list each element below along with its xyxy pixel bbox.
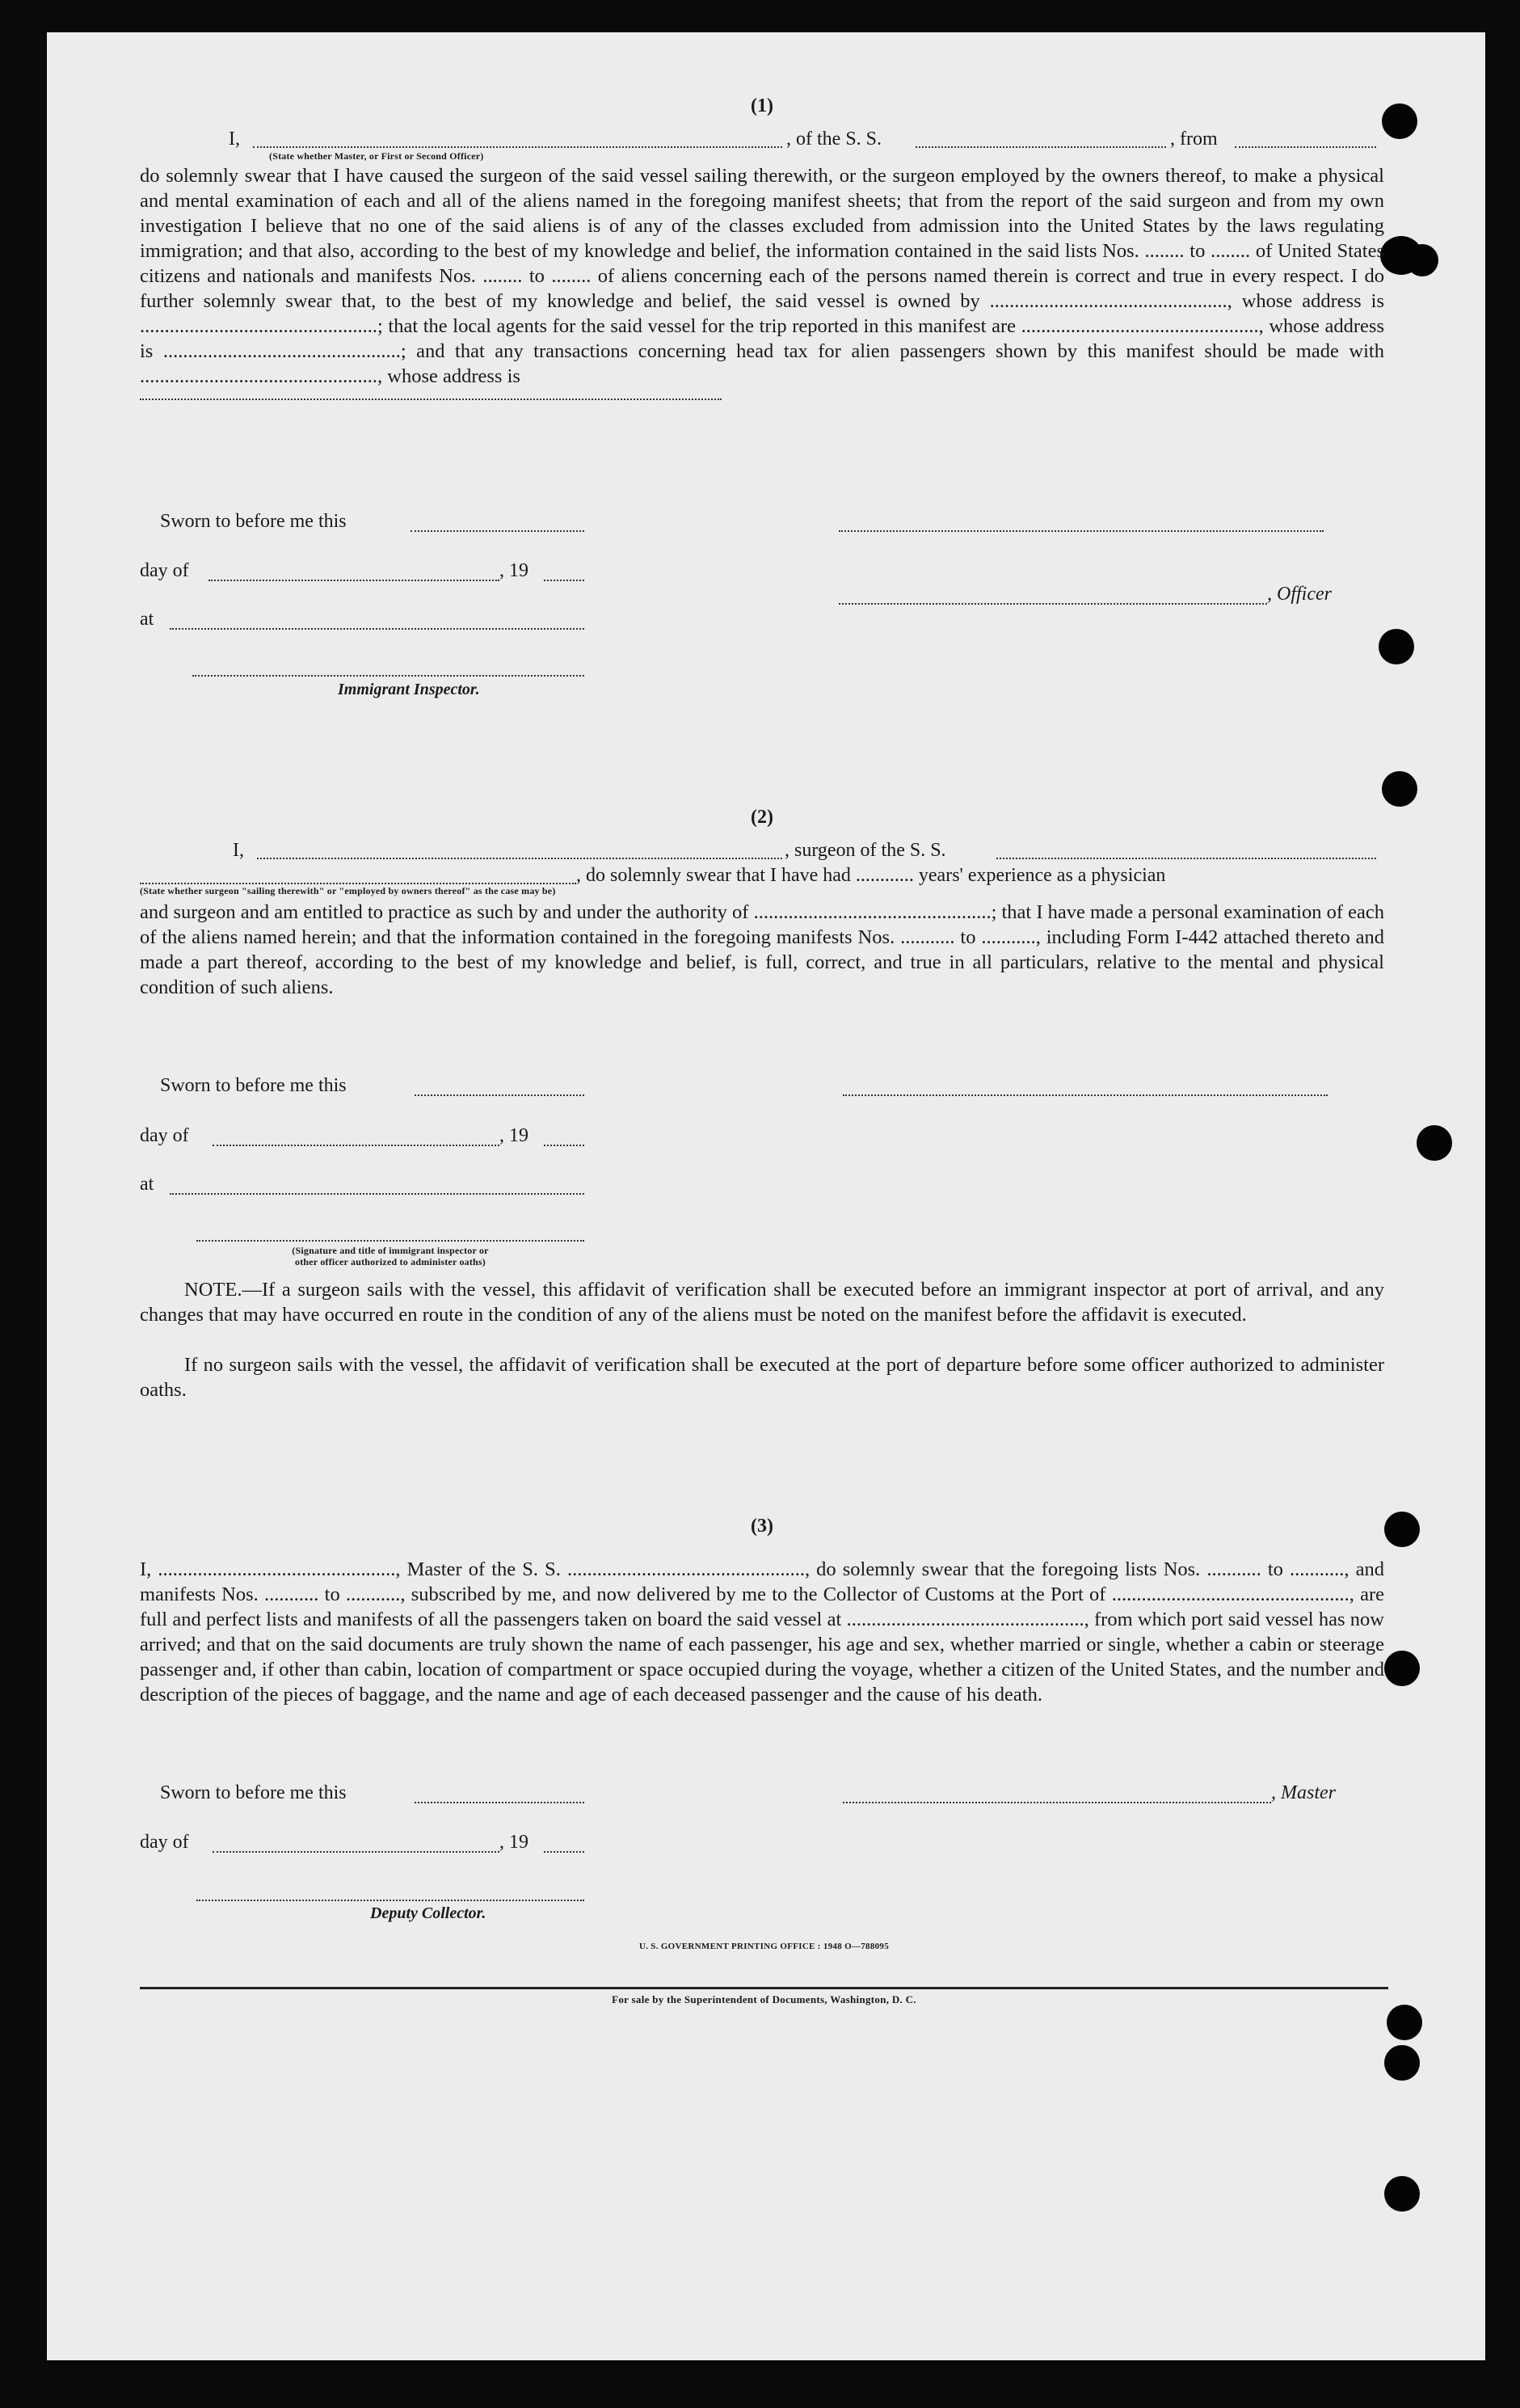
punch-hole (1384, 2176, 1420, 2212)
section-1-i: I, (229, 129, 240, 150)
section-3-day-field[interactable] (213, 1851, 499, 1853)
section-1-at-field[interactable] (170, 628, 584, 630)
section-2-years-line: , do solemnly swear that I have had ............ years' experience as a physician (576, 865, 1166, 886)
sale-notice: For sale by the Superintendent of Documents, Washington, D. C. (612, 1993, 916, 2005)
immigrant-inspector-label: Immigrant Inspector. (338, 681, 480, 698)
section-3-sworn: Sworn to before me this (160, 1782, 347, 1803)
master-label: , Master (1271, 1782, 1336, 1803)
section-1-of-ss: , of the S. S. (786, 129, 882, 150)
section-1-at: at (140, 609, 154, 630)
section-2-inspector-signature-field[interactable] (196, 1240, 584, 1242)
section-3-number: (3) (751, 1516, 773, 1537)
punch-hole (1417, 1125, 1452, 1161)
surgeon-type-caption: (State whether surgeon "sailing therewith" or "employed by owners thereof" as the case may be) (140, 885, 556, 896)
punch-hole (1384, 1651, 1420, 1686)
officer-rank-field[interactable] (253, 146, 782, 148)
punch-hole (1406, 244, 1438, 276)
section-2-at: at (140, 1174, 154, 1195)
section-2-surgeon-of: , surgeon of the S. S. (785, 840, 946, 861)
section-3 (140, 1516, 1384, 1707)
section-2 (140, 807, 1384, 1000)
section-2-signature-caption-1: (Signature and title of immigrant inspector or (292, 1245, 489, 1256)
surgeon-name-field[interactable] (257, 858, 782, 859)
section-2-day-field[interactable] (213, 1145, 499, 1146)
manifest-back-page (47, 32, 1485, 2360)
section-1-oath-text: do solemnly swear that I have caused the surgeon of the said vessel sailing therewith, or the surgeon employed by the owners thereof, to make a physical and mental examination of each and all of the aliens named in the foregoing manifest sheets; that from the report of the said surgeon and from my own investigation I believe that no one of the said aliens is of any of the classes excluded from admission into the United States by the laws regulating immigration; and that also, according to the best of my knowledge and belief, the information contained in the said lists Nos. ........ to ........ of United States citizens and nationals and manifests Nos. ........ to ........ of aliens concerning each of the persons named therein is correct and true in every respect. I do further solemnly swear that, to the best of my knowledge and belief, the said vessel is owned by ................................................, whose address is ................................................; that the local agents for the said vessel for the trip reported in this manifest are ................................................, whose address is ................................................; and that any transactions concerning head tax for alien passengers shown by this manifest should be made with ................................................, whose address is (140, 165, 1384, 387)
officer-label: , Officer (1267, 584, 1332, 605)
section-2-note-no-surgeon: If no surgeon sails with the vessel, the affidavit of verification shall be executed at the port of departure before some officer authorized to administer oaths. (140, 1354, 1384, 1401)
officer-rank-caption: (State whether Master, or First or Second Officer) (269, 150, 484, 162)
section-2-sworn-date-field[interactable] (415, 1094, 584, 1096)
vessel-name-field[interactable] (916, 146, 1166, 148)
deputy-collector-label: Deputy Collector. (370, 1904, 486, 1922)
section-1-day-of: day of (140, 560, 189, 581)
master-signature-field[interactable] (843, 1802, 1271, 1803)
section-1-sworn-date-field[interactable] (411, 530, 584, 532)
section-1-number: (1) (751, 95, 773, 116)
section-1-day-field[interactable] (208, 580, 499, 581)
section-1 (140, 95, 1384, 400)
printing-office-imprint: U. S. GOVERNMENT PRINTING OFFICE : 1948 O—788095 (638, 1942, 890, 1951)
section-2-number: (2) (751, 807, 773, 828)
section-2-day-of: day of (140, 1125, 189, 1146)
immigrant-inspector-signature-field[interactable] (192, 675, 584, 677)
footer-rule (140, 1987, 1388, 1989)
section-1-from: , from (1170, 129, 1218, 150)
section-2-year-field[interactable] (544, 1145, 584, 1146)
section-1-year: , 19 (499, 560, 528, 581)
section-1-first-line (140, 129, 1384, 154)
surgeon-type-field[interactable] (140, 883, 576, 884)
deputy-collector-signature-field[interactable] (196, 1900, 584, 1901)
punch-hole (1384, 1512, 1420, 1547)
section-2-oath-text: and surgeon and am entitled to practice as such by and under the authority of ................................................; that I have made a personal examination of each of the aliens named herein; and that the information contained in the foregoing manifests Nos. ........... to ..........., including Form I-442 attached thereto and made a part thereof, according to the best of my knowledge and belief, is full, correct, and true in all particulars, relative to the mental and physical condition of such aliens. (140, 901, 1384, 998)
section-1-sworn: Sworn to before me this (160, 511, 347, 532)
punch-hole (1379, 629, 1414, 664)
surgeon-signature-field[interactable] (843, 1094, 1328, 1096)
punch-hole (1382, 771, 1417, 807)
officer-title-field[interactable] (839, 603, 1267, 605)
punch-hole (1384, 2045, 1420, 2081)
section-3-sworn-date-field[interactable] (415, 1802, 584, 1803)
section-2-i: I, (233, 840, 244, 861)
punch-hole (1387, 2005, 1422, 2040)
officer-signature-field[interactable] (839, 530, 1324, 532)
section-3-year: , 19 (499, 1832, 528, 1853)
section-2-year: , 19 (499, 1125, 528, 1146)
section-1-year-field[interactable] (544, 580, 584, 581)
punch-hole (1382, 103, 1417, 139)
section-2-sworn: Sworn to before me this (160, 1075, 347, 1096)
section-3-year-field[interactable] (544, 1851, 584, 1853)
section-2-at-field[interactable] (170, 1193, 584, 1195)
section-3-oath-text: I, ................................................, Master of the S. S. ................................................, do solemnly swear that the foregoing lists Nos. ........... to ..........., and manifests Nos. ........... to ..........., subscribed by me, and now delivered by me to the Collector of Customs at the Port of ................................................, are full and perfect lists and manifests of all the passengers taken on board the said vessel at ................................................, from which port said vessel has now arrived; and that on the said documents are truly shown the name of each passenger, his age and sex, whether married or single, whether a cabin or steerage passenger and, if other than cabin, location of compartment or space occupied during the voyage, whether a citizen of the United States, and the number and description of the pieces of baggage, and the name and age of each deceased passenger and the cause of his death. (140, 1558, 1384, 1706)
section-3-day-of: day of (140, 1832, 189, 1853)
section-2-signature-caption-2: other officer authorized to administer oaths) (295, 1256, 486, 1267)
departure-port-field[interactable] (1235, 146, 1376, 148)
section-2-vessel-field[interactable] (996, 858, 1376, 859)
section-2-note: NOTE.—If a surgeon sails with the vessel, this affidavit of verification shall be executed before an immigrant inspector at port of arrival, and any changes that may have occurred en route in the condition of any of the aliens must be noted on the manifest before the affidavit is executed. (140, 1279, 1384, 1326)
